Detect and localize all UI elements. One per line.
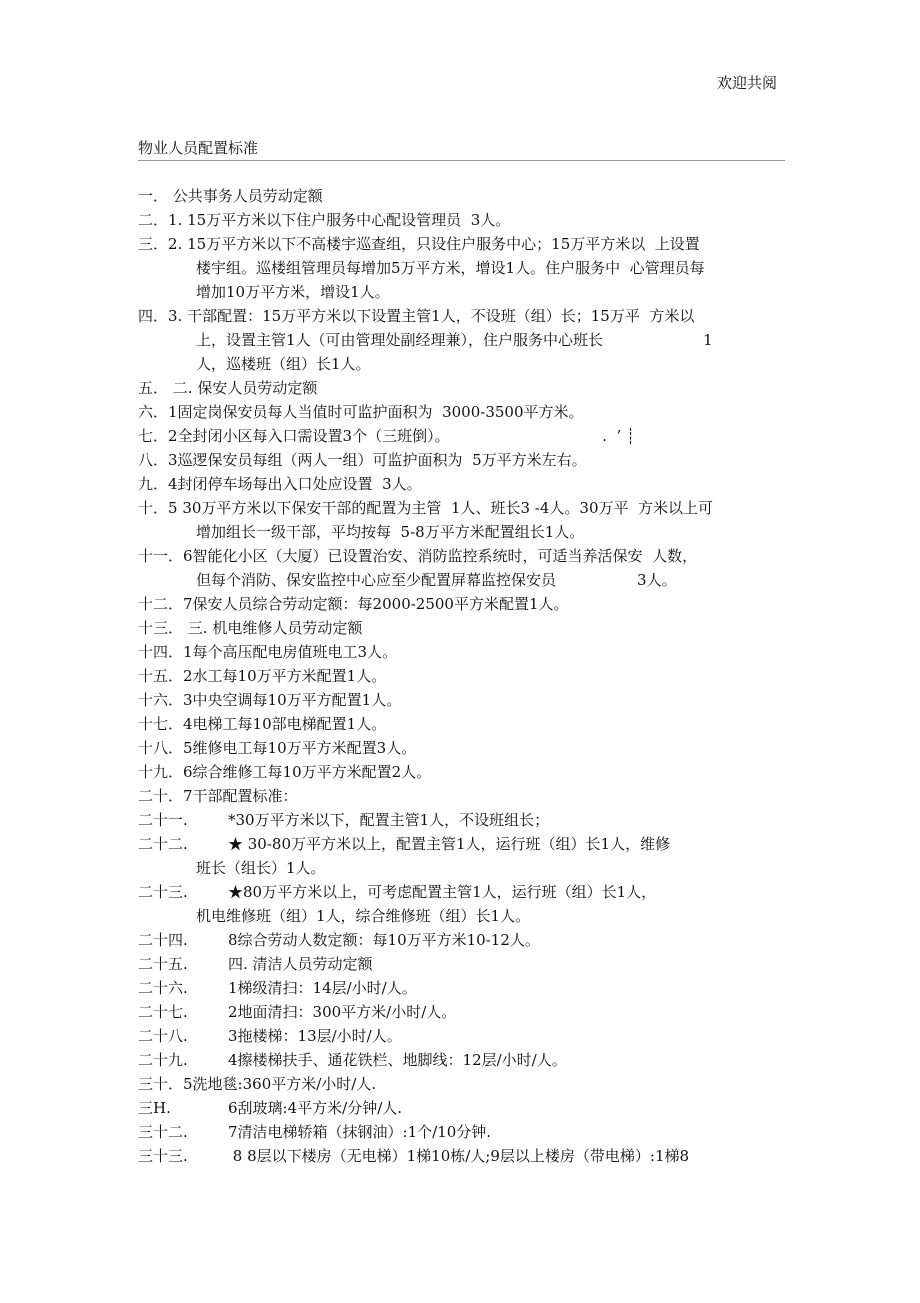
item-line: 2全封闭小区每入口需设置3个（三班倒）。 . ’ ┊ (168, 427, 636, 445)
item-text (168, 184, 785, 208)
item-line: 1梯级清扫：14层/小时/人。 (228, 979, 417, 997)
item-line: 2水工每10万平方米配置1人。 (183, 667, 387, 685)
item-line: 7干部配置标准： (183, 787, 298, 805)
list-item (138, 496, 785, 544)
item-text (228, 1120, 785, 1144)
item-text (168, 496, 785, 544)
item-number: 二十五. (138, 955, 188, 973)
list-item (138, 760, 785, 784)
item-number: 九． (138, 475, 169, 493)
item-number: 二十一. (138, 811, 188, 829)
item-text (228, 976, 785, 1000)
item-line: 4擦楼梯扶手、通花铁栏、地脚线：12层/小时/人。 (228, 1051, 567, 1069)
list-item (138, 808, 785, 832)
list-item (138, 640, 785, 664)
item-text (183, 640, 785, 664)
item-line: 6智能化小区（大厦）已设置治安、消防监控系统时，可适当养活保安 人数， (183, 547, 698, 565)
item-text (183, 712, 785, 736)
list-item (138, 832, 785, 880)
list-item (138, 712, 785, 736)
item-number: 二十七. (138, 1003, 188, 1021)
list-item (138, 736, 785, 760)
item-number: 十六． (138, 691, 184, 709)
item-number: 三十三. (138, 1147, 188, 1165)
item-line: 班长（组长）1人。 (196, 859, 326, 877)
item-number: 三． (138, 235, 169, 253)
item-line: 但每个消防、保安监控中心应至少配置屏幕监控保安员 3人。 (196, 571, 677, 589)
item-line: 四. 清洁人员劳动定额 (228, 955, 373, 973)
item-text (183, 760, 785, 784)
item-number: 四． (138, 307, 169, 325)
item-line: 二. 保安人员劳动定额 (168, 379, 318, 397)
list-item (138, 1000, 785, 1024)
list-item (138, 1120, 785, 1144)
item-text (183, 784, 785, 808)
item-number: 十一． (138, 547, 184, 565)
item-line: 7保安人员综合劳动定额：每2000-2500平方米配置1人。 (183, 595, 569, 613)
item-number: 八． (138, 451, 169, 469)
list-item (138, 184, 785, 208)
item-number: 三H. (138, 1099, 171, 1117)
item-line: 8 8层以下楼房（无电梯）1梯10栋/人;9层以上楼房（带电梯）:1梯8 (228, 1147, 690, 1165)
item-text (183, 544, 785, 592)
item-line: 机电维修班（组）1人，综合维修班（组）长1人。 (196, 907, 531, 925)
item-text (228, 1144, 785, 1168)
item-number: 二十六. (138, 979, 188, 997)
item-text (228, 1000, 785, 1024)
list-item (138, 376, 785, 400)
item-line: 增加组长一级干部，平均按每 5-8万平方米配置组长1人。 (196, 523, 585, 541)
item-line: 6综合维修工每10万平方米配置2人。 (183, 763, 432, 781)
item-line: 1每个高压配电房值班电工3人。 (183, 643, 398, 661)
item-text (168, 472, 785, 496)
item-line: *30万平方米以下，配置主管1人，不设班组长； (228, 811, 550, 829)
list-item (138, 544, 785, 592)
item-number: 二十九. (138, 1051, 188, 1069)
item-number: 七． (138, 427, 169, 445)
list-item (138, 1144, 785, 1168)
list-item (138, 664, 785, 688)
item-text (228, 952, 785, 976)
item-number: 十． (138, 499, 169, 517)
item-number: 一． (138, 187, 169, 205)
item-text (183, 736, 785, 760)
item-line: 三. 机电维修人员劳动定额 (183, 619, 363, 637)
item-number: 十二． (138, 595, 184, 613)
item-number: 二． (138, 211, 169, 229)
header-text: 欢迎共阅 (716, 74, 777, 92)
list-item (138, 592, 785, 616)
list-item (138, 688, 785, 712)
item-number: 二十八. (138, 1027, 188, 1045)
item-line: 2地面清扫：300平方米/小时/人。 (228, 1003, 457, 1021)
item-line: 7清洁电梯轿箱（抹钢油）:1个/10分钟. (228, 1123, 492, 1141)
item-line: 5维修电工每10万平方米配置3人。 (183, 739, 417, 757)
item-number: 十三． (138, 619, 184, 637)
list-item (138, 400, 785, 424)
item-text (168, 424, 785, 448)
item-line: 1固定岗保安员每人当值时可监护面积为 3000-3500平方米。 (168, 403, 584, 421)
list-item (138, 784, 785, 808)
list-item (138, 424, 785, 448)
item-line: 公共事务人员劳动定额 (168, 187, 323, 205)
item-text (228, 928, 785, 952)
item-text (196, 880, 785, 928)
list-item (138, 232, 785, 304)
item-line: 3巡逻保安员每组（两人一组）可监护面积为 5万平方米左右。 (168, 451, 587, 469)
item-text (168, 208, 785, 232)
item-text (183, 688, 785, 712)
item-line: 3. 干部配置：15万平方米以下设置主管1人，不设班（组）长；15万平 方米以 (168, 307, 695, 325)
list-item (138, 208, 785, 232)
item-line: 4封闭停车场每出入口处应设置 3人。 (168, 475, 422, 493)
item-number: 十七． (138, 715, 184, 733)
list-item (138, 952, 785, 976)
item-line: 增加10万平方米，增设1人。 (196, 283, 390, 301)
list-item (138, 1024, 785, 1048)
list-item (138, 1048, 785, 1072)
item-number: 三十二. (138, 1123, 188, 1141)
item-line: 楼宇组。巡楼组管理员每增加5万平方米，增设1人。住户服务中 心管理员每 (196, 259, 705, 277)
item-number: 二十三. (138, 883, 188, 901)
item-number: 十九． (138, 763, 184, 781)
list-item (138, 1096, 785, 1120)
list-item (138, 976, 785, 1000)
item-line: ★80万平方米以上，可考虑配置主管1人，运行班（组）长1人， (228, 883, 657, 901)
item-text (228, 1024, 785, 1048)
item-text (168, 232, 785, 304)
list-item (138, 472, 785, 496)
item-text (183, 592, 785, 616)
item-line: 1. 15万平方米以下住户服务中心配设管理员 3人。 (168, 211, 511, 229)
item-line: ★ 30-80万平方米以上，配置主管1人，运行班（组）长1人，维修 (228, 835, 671, 853)
document-title: 物业人员配置标准 (138, 139, 259, 157)
item-number: 十四． (138, 643, 184, 661)
item-text (228, 1048, 785, 1072)
item-text (183, 1072, 785, 1096)
item-text (196, 832, 785, 880)
item-line: 人，巡楼班（组）长1人。 (196, 355, 371, 373)
item-text (228, 808, 785, 832)
item-line: 6刮玻璃:4平方米/分钟/人. (228, 1099, 403, 1117)
item-text (168, 304, 785, 376)
list-item (138, 616, 785, 640)
item-number: 三十． (138, 1075, 184, 1093)
document-body (138, 184, 785, 1168)
item-number: 十八． (138, 739, 184, 757)
item-line: 8综合劳动人数定额：每10万平方米10-12人。 (228, 931, 540, 949)
item-text (228, 1096, 785, 1120)
item-number: 二十二. (138, 835, 188, 853)
item-number: 二十四. (138, 931, 188, 949)
item-line: 3中央空调每10万平方配置1人。 (183, 691, 402, 709)
item-number: 二十． (138, 787, 184, 805)
list-item (138, 448, 785, 472)
item-text (168, 376, 785, 400)
item-number: 五． (138, 379, 169, 397)
item-line: 5洗地毯:360平方米/小时/人. (183, 1075, 377, 1093)
list-item (138, 928, 785, 952)
item-line: 5 30万平方米以下保安干部的配置为主管 1人、班长3 -4人。30万平 方米以上可 (168, 499, 714, 517)
item-line: 2. 15万平方米以下不高楼宇巡查组，只设住户服务中心；15万平方米以 上设置 (168, 235, 700, 253)
item-text (168, 448, 785, 472)
item-number: 十五． (138, 667, 184, 685)
item-line: 4电梯工每10部电梯配置1人。 (183, 715, 387, 733)
title-divider (138, 160, 785, 161)
item-line: 上，设置主管1人（可由管理处副经理兼），住户服务中心班长 1 (196, 331, 713, 349)
list-item (138, 1072, 785, 1096)
item-text (183, 616, 785, 640)
item-text (183, 664, 785, 688)
item-line: 3拖楼梯：13层/小时/人。 (228, 1027, 402, 1045)
item-number: 六． (138, 403, 169, 421)
list-item (138, 880, 785, 928)
list-item (138, 304, 785, 376)
item-text (168, 400, 785, 424)
